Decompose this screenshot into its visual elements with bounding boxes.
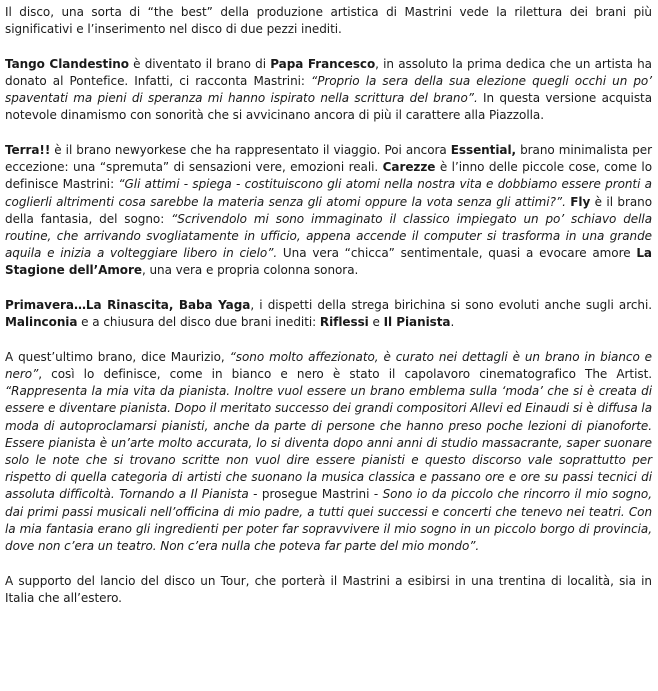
paragraph-terra: [5, 142, 652, 280]
song-title-fly: Fly: [570, 194, 591, 209]
paragraph-text: Il disco, una sorta di “the best” della produzione artistica di Mastrini vede la rilettura dei brani più significativi e l’inserimento nel disco di due pezzi inediti.: [5, 5, 652, 37]
paragraph-text: è l’inno delle piccole cose, come lo definisce Mastrini:: [5, 160, 653, 192]
song-title-essential: Essential,: [450, 143, 517, 157]
paragraph-text: è il brano della fantasia, del sogno:: [5, 194, 652, 226]
quote-text: “sono molto affezionato, è curato nei dettagli è un brano in bianco e nero”: [5, 349, 652, 382]
song-title-carezze: Carezze: [382, 160, 436, 175]
paragraph-text: , così lo definisce, come in bianco e nero è stato il capolavoro cinematografico The Artist.: [38, 367, 652, 382]
paragraph-text: e: [368, 315, 384, 330]
quote-text: “Gli attimi - spiega - costituiscono gli atomi nella nostra vita e dobbiamo essere pronti a coglierli altrimenti cosa sarebbe la materia senza gli atomi oppure la vota senza gli attimi?”.: [5, 177, 652, 209]
song-title-la-stagione-dell-amore: La Stagione dell’Amore: [5, 246, 652, 278]
paragraph-text: Una vera “chicca” sentimentale, quasi a evocare amore: [277, 246, 637, 261]
paragraph-text: , in assoluto la prima dedica che un artista ha donato al Pontefice. Infatti, ci racconta Mastrini:: [5, 56, 652, 88]
quote-text: “Proprio la sera della sua elezione quegli occhi un po’ spaventati ma pieni di speranza mi hanno ispirato nella scrittura del brano”.: [5, 74, 652, 106]
paragraph-text: In questa versione acquista notevole dinamismo con sonorità che si avvicinano ancora di più il carattere alla Piazzolla.: [5, 91, 652, 123]
paragraph-text: , una vera e propria colonna sonora.: [141, 263, 359, 278]
paragraph-tango-clandestino: [5, 56, 652, 125]
paragraph-text: brano minimalista per eccezione: una “spremuta” di sensazioni vere, emozioni reali.: [5, 143, 652, 175]
paragraph-text: , i dispetti della strega birichina si sono evoluti anche sugli archi.: [250, 298, 652, 313]
song-title-tango-clandestino: Tango Clandestino: [5, 56, 129, 71]
song-title-terra: Terra!!: [5, 143, 51, 157]
paragraph-text: e a chiusura del disco due brani inediti:: [77, 315, 320, 330]
paragraph-text: è diventato il brano di: [128, 56, 271, 71]
paragraph-intro: [5, 4, 652, 38]
paragraph-primavera: [5, 297, 652, 331]
paragraph-text: A quest’ultimo brano, dice Maurizio,: [5, 349, 230, 364]
song-title-malinconia: Malinconia: [5, 315, 78, 330]
quote-text: Sono io da piccolo che rincorro il mio sogno, dai primi passi musicali nell’officina di mio padre, a tutti quei successi e concerti che tenevo nei teatri. Con la mia fantasia erano gli ingredienti per poter far sopravvivere il mio sogno in un piccolo borgo di provincia, dove non c’era un teatro. Non c’era nulla che poteva far parte del mio mondo”.: [5, 487, 652, 554]
song-title-riflessi: Riflessi: [319, 315, 369, 330]
paragraph-il-pianista: [5, 349, 652, 555]
song-title-il-pianista: Il Pianista: [383, 315, 451, 330]
song-title-primavera-baba-yaga: Primavera…La Rinascita, Baba Yaga: [5, 298, 251, 313]
paragraph-text: A supporto del lancio del disco un Tour, che porterà il Mastrini a esibirsi in una trentina di località, sia in Italia che all’estero.: [5, 573, 652, 605]
paragraph-tour: [5, 573, 652, 607]
person-name-papa-francesco: Papa Francesco: [270, 56, 376, 71]
paragraph-text: è il brano newyorkese che ha rappresentato il viaggio. Poi ancora: [50, 143, 451, 157]
paragraph-text: .: [450, 315, 455, 330]
paragraph-text: - prosegue Mastrini -: [248, 487, 383, 502]
quote-text: “Rappresenta la mia vita da pianista. Inoltre vuol essere un brano emblema sulla ‘moda’ che si è creata di essere e diventare pianista. Dopo il meritato successo dei grandi compositori Allevi ed Einaudi si è diffusa la moda di autoproclamarsi pianisti, anche da parte di persone che hanno preso poche lezioni di pianoforte. Essere pianista è un’arte molto accurata, lo si diventa dopo anni anni di studio massacrante, saper suonare solo le note che si trovano scritte non vuol dire essere pianisti e questo discorso vale soprattutto per rispetto di quella categoria di artisti che suonano la musica classica e passano ore e ore su passi tecnici di assoluta difficoltà. Tornando a Il Pianista: [5, 384, 652, 502]
quote-text: “Scrivendolo mi sono immaginato il classico impiegato un po’ schiavo della routine, che arrivando svogliatamente in ufficio, appena accende il computer si trasforma in una grande aquila e inizia a volteggiare libero in cielo”.: [5, 211, 652, 261]
